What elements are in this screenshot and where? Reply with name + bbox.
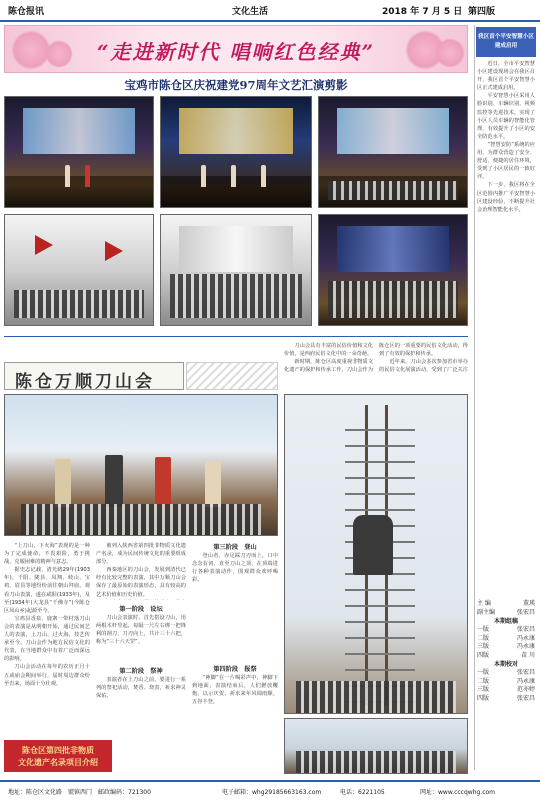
credit-row: 四版 苗 川	[477, 651, 535, 659]
article-paragraph: 宝鸡县香泉、鹿寨一带村落刀山会的表演是从明朝开始，通过民间艺人的表演，上刀山、过火海，技艺传承至今。刀山会作为地方民俗文化的代表，在当地群众中有着广泛而深远的影响。	[4, 615, 90, 663]
credit-row: 二版 冯永康	[477, 634, 535, 642]
heritage-label-line2: 文化遗产名录项目介绍	[18, 757, 98, 767]
footer-website: 网址：www.cccqwhg.com	[420, 789, 496, 796]
banner	[4, 25, 468, 73]
section-name: 文化生活	[232, 7, 269, 17]
performance-photo	[318, 96, 468, 208]
banner-title: “走进新时代 唱响红色经典”	[97, 40, 375, 64]
article-paragraph: 表演者在上刀山之前，要进行一系列的祭祀活动，焚香、烧表，祈求神灵保佑。	[96, 677, 186, 700]
sidebar-headline-line2: 建成启用	[494, 43, 518, 49]
performance-photo	[4, 96, 154, 208]
edition-label: 第四版	[468, 7, 496, 17]
article-paragraph: 新时期，陈仓区高度重视非物质文化遗产的保护和传承工作，刀山会作为陈仓区的一项重要的民俗文化活动，得到了有效的保护和传承。	[284, 343, 468, 374]
article-paragraph: 刀山会具有丰富的民俗价值和文化价值，是西府民俗文化中的一朵奇葩。	[284, 343, 373, 358]
masthead	[0, 0, 540, 22]
credits-heading: 本期组稿	[493, 618, 518, 625]
section-title-box	[4, 362, 184, 390]
performance-photo	[160, 214, 312, 326]
credit-row: 三版 范亦婷	[477, 686, 535, 693]
footer-phone: 电话：6221105	[340, 789, 385, 796]
article-paragraph: 近年来，刀山会多次参加省市举办的民俗文化展演活动，受到了广泛关注	[379, 359, 468, 374]
sidebar-paragraph: “智慧安防”系统的应用，为群众营造了安全、舒适、便捷的居住环境，受到了小区居民的一致好评。	[477, 141, 535, 181]
issue-date: 2018 年 7 月 5 日	[382, 7, 463, 17]
article-paragraph: 据史志记载，清光绪29年(1903年)，千阳、陇县、凤翔、岐山、宝鸡、眉县等地纷纷前往朝山拜庙、观看刀山表演，遂在咸阳(1933年)，及至(1934年)大龙县“千佛寺”(今陈仓区凤山乡)起源至今。	[4, 567, 90, 614]
performance-photo	[318, 214, 468, 326]
footer-email: 电子邮箱：whg29185663163.com	[222, 789, 322, 796]
sidebar-article	[477, 60, 535, 600]
footer	[0, 780, 540, 800]
stage-heading: 第二阶段 祭神	[119, 668, 163, 675]
credit-row: 二版 冯永康	[477, 677, 535, 685]
stage-heading: 第四阶段 报祭	[213, 666, 257, 673]
article-paragraph: “神脚”在一片喝彩声中，神脚下到地面，表演结束后，人们燃放鞭炮，以示庆贺，祈求来年风调雨顺、五谷丰登。	[192, 675, 278, 706]
stage-heading: 第三阶段 登山	[213, 544, 257, 551]
article-paragraph: 西秦地区的刀山会，发展到清代已经有比较完整的表演，其中万顺刀山会保存了最原始的表演形态，具有较高的艺术价值和历史价值。	[96, 567, 186, 598]
footer-address: 地址：陈仓区文化路 號镇西门 邮政编码：721300	[8, 789, 151, 796]
sidebar-headline	[476, 27, 536, 57]
article-column-2b	[96, 614, 186, 662]
article-column-3	[192, 552, 278, 660]
editorial-credits	[477, 600, 535, 703]
article-paragraph: 被列入陕西省第四批非物质文化遗产名录，成为民间传统文化的重要组成部分。	[96, 543, 186, 566]
article-paragraph: 刀山会活动在每年的农历正月十五或庙会期间举行，届时周边群众纷至沓来，场面十分壮观。	[4, 664, 90, 687]
section-title: 陈仓万顺刀山会	[15, 372, 155, 392]
stage-heading: 第一阶段 设坛	[119, 606, 163, 613]
credit-row: 四版 张宏昌	[477, 694, 535, 702]
paper-name: 陈仓报讯	[8, 7, 45, 17]
sidebar-headline-line1: 我区首个平安智慧小区	[478, 34, 534, 40]
credits-heading: 本期校对	[493, 661, 518, 668]
sidebar-paragraph: 平安智慧小区采用人脸识别、车辆识别、视频监控等先进技术，实现了小区人员车辆的智能化管理，有效提升了小区的安全防范水平。	[477, 93, 535, 140]
article-column-2	[96, 542, 186, 600]
performance-photo	[4, 214, 154, 326]
credit-row: 主 编 董瑛	[477, 600, 535, 607]
blade-ladder-photo	[284, 394, 468, 714]
credit-row: 三版 冯永康	[477, 643, 535, 650]
article-paragraph: 刀山会表演时，首先搭设刀山，用两根木杆竖起，每隔一尺左右绑一把锋利的钢刀，刀刃向上，共计三十六把，称为“三十六天罡”。	[96, 615, 186, 646]
sidebar-paragraph: 近日，全市平安智慧小区建设现场会在我区召开，我区首个平安智慧小区正式建成启用。	[477, 61, 535, 92]
article-paragraph	[96, 599, 186, 600]
article-column-4	[284, 342, 468, 390]
article-paragraph: “上刀山，下火海”表现的是一种为了完成使命，不畏艰险，勇于挑战，克服困难的精神与意志。	[4, 543, 90, 566]
credit-row: 一版 张宏昌	[477, 626, 535, 633]
sidebar-paragraph: 下一步，我区将在全区范围内推广平安智慧小区建设经验，不断提升社会治理智能化水平。	[477, 182, 535, 213]
crowd-photo	[284, 718, 468, 774]
article-column-3b	[192, 674, 278, 772]
performance-photo	[160, 96, 312, 208]
heritage-label-box	[4, 740, 112, 772]
credit-row: 一版 张宏昌	[477, 669, 535, 676]
festival-photo	[4, 394, 278, 536]
article-column-1	[4, 542, 90, 736]
article-paragraph: 登山者，赤足踩刀刃而上，口中念念有词，直至刀山之顶，在顶端进行各种表演动作，围观群众欢呼喝彩。	[192, 553, 278, 584]
heritage-label-line1: 陈仓区第四批非物质	[22, 745, 94, 755]
credit-row: 副主编 张宏昌	[477, 608, 535, 616]
banner-subtitle: 宝鸡市陈仓区庆祝建党97周年文艺汇演剪影	[124, 78, 348, 92]
decorative-pattern	[186, 362, 278, 390]
